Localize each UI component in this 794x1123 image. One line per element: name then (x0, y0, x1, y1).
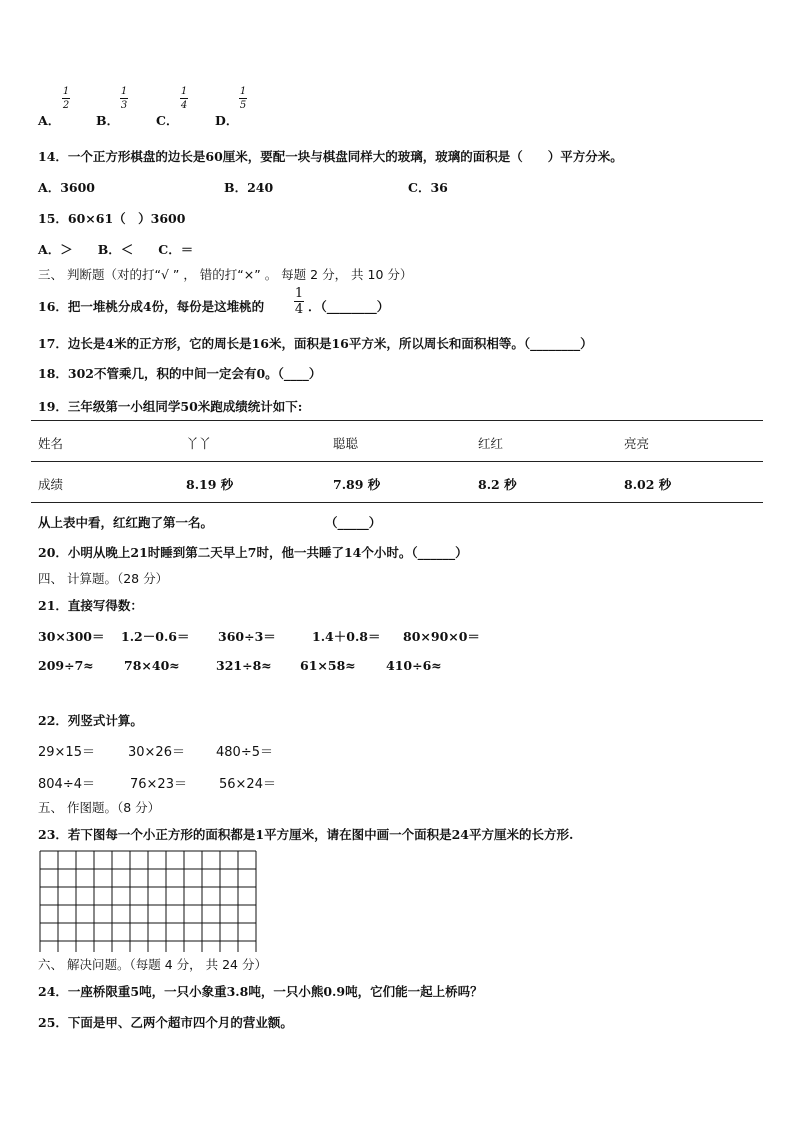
q23-stem: 23．若下图每一个小正方形的面积都是1平方厘米，请在图中画一个面积是24平方厘米的长方形. (38, 827, 574, 842)
section-6-heading: 六、 解决问题。（每题 4 分， 共 24 分） (38, 957, 267, 972)
q21-expr: 209÷7≈ (38, 658, 94, 673)
table-cell: 7.89 秒 (333, 477, 381, 492)
table-header-cell: 丫丫 (186, 436, 212, 451)
q21-expr: 30×300＝ (38, 629, 105, 644)
q16-text: 16．把一堆桃分成4份，每份是这堆桃的 (38, 299, 265, 314)
q22-expr: 480÷5＝ (216, 745, 273, 760)
q13-option-b-label: B． (96, 113, 120, 128)
q19-answer-blank[interactable]: （_____） (325, 515, 382, 530)
q21-expr: 61×58≈ (300, 658, 356, 673)
section-3-heading: 三、 判断题（对的打“√ ” ， 错的打“×” 。 每题 2 分， 共 10 分） (38, 267, 413, 282)
square-grid[interactable] (39, 850, 261, 952)
q14-stem: 14．一个正方形棋盘的边长是60厘米，要配一块与棋盘同样大的玻璃，玻璃的面积是（ ）平方分米。 (38, 149, 623, 164)
q13-option-a-label: A． (38, 113, 61, 128)
q13-option-a-fraction: 1 2 (62, 86, 70, 111)
q13-option-b-fraction: 1 3 (120, 86, 128, 111)
q20-question: 20．小明从晚上21时睡到第二天早上7时，他一共睡了14个小时。（______） (38, 545, 468, 560)
q22-expr: 56×24＝ (219, 777, 276, 792)
q13-option-c-label: C． (156, 113, 179, 128)
table-header-cell: 聪聪 (333, 436, 359, 451)
q21-expr: 360÷3＝ (218, 629, 276, 644)
q21-stem: 21．直接写得数： (38, 598, 143, 613)
table-cell: 8.02 秒 (624, 477, 672, 492)
q16-answer-blank[interactable]: ．（________） (308, 299, 390, 314)
q21-expr: 80×90×0＝ (403, 629, 480, 644)
q13-option-d-fraction: 1 5 (239, 86, 247, 111)
q22-expr: 76×23＝ (130, 777, 187, 792)
q19-stem: 19．三年级第一小组同学50米跑成绩统计如下: (38, 399, 303, 414)
table-top-rule (31, 420, 763, 421)
section-5-heading: 五、 作图题。（8 分） (38, 800, 161, 815)
q22-expr: 30×26＝ (128, 745, 185, 760)
q21-expr: 321÷8≈ (216, 658, 272, 673)
section-4-heading: 四、 计算题。（28 分） (38, 571, 169, 586)
q21-expr: 1.2－0.6＝ (121, 629, 190, 644)
table-cell: 8.2 秒 (478, 477, 517, 492)
table-header-cell: 姓名 (38, 436, 64, 451)
table-cell: 8.19 秒 (186, 477, 234, 492)
q25-question: 25．下面是甲、乙两个超市四个月的营业额。 (38, 1015, 293, 1030)
q15-options: A．＞ B．＜ C．＝ (38, 242, 194, 257)
q18-question: 18．302不管乘几，积的中间一定会有0。（____） (38, 366, 322, 381)
q13-option-d-label: D． (215, 113, 239, 128)
q14-option-c: C．36 (408, 180, 448, 195)
table-header-cell: 红红 (478, 436, 504, 451)
q14-option-b: B．240 (224, 180, 274, 195)
table-middle-rule (31, 461, 763, 462)
q22-stem: 22．列竖式计算。 (38, 713, 143, 728)
q22-expr: 29×15＝ (38, 745, 95, 760)
table-cell: 成绩 (38, 477, 64, 492)
q19-conclusion: 从上表中看，红红跑了第一名。 (38, 515, 214, 530)
q21-expr: 1.4＋0.8＝ (312, 629, 381, 644)
q16-fraction: 1 4 (294, 286, 304, 317)
q21-expr: 410÷6≈ (386, 658, 442, 673)
q15-stem: 15．60×61（ ）3600 (38, 211, 186, 226)
q17-question: 17．边长是4米的正方形，它的周长是16米，面积是16平方米，所以周长和面积相等。（________） (38, 336, 593, 351)
q21-expr: 78×40≈ (124, 658, 180, 673)
q13-option-c-fraction: 1 4 (180, 86, 188, 111)
table-header-cell: 亮亮 (624, 436, 650, 451)
q16-question (38, 297, 264, 315)
q22-expr: 804÷4＝ (38, 777, 95, 792)
q14-option-a: A．3600 (38, 180, 95, 195)
table-bottom-rule (31, 502, 763, 503)
q24-question: 24．一座桥限重5吨，一只小象重3.8吨，一只小熊0.9吨，它们能一起上桥吗？ (38, 984, 483, 999)
